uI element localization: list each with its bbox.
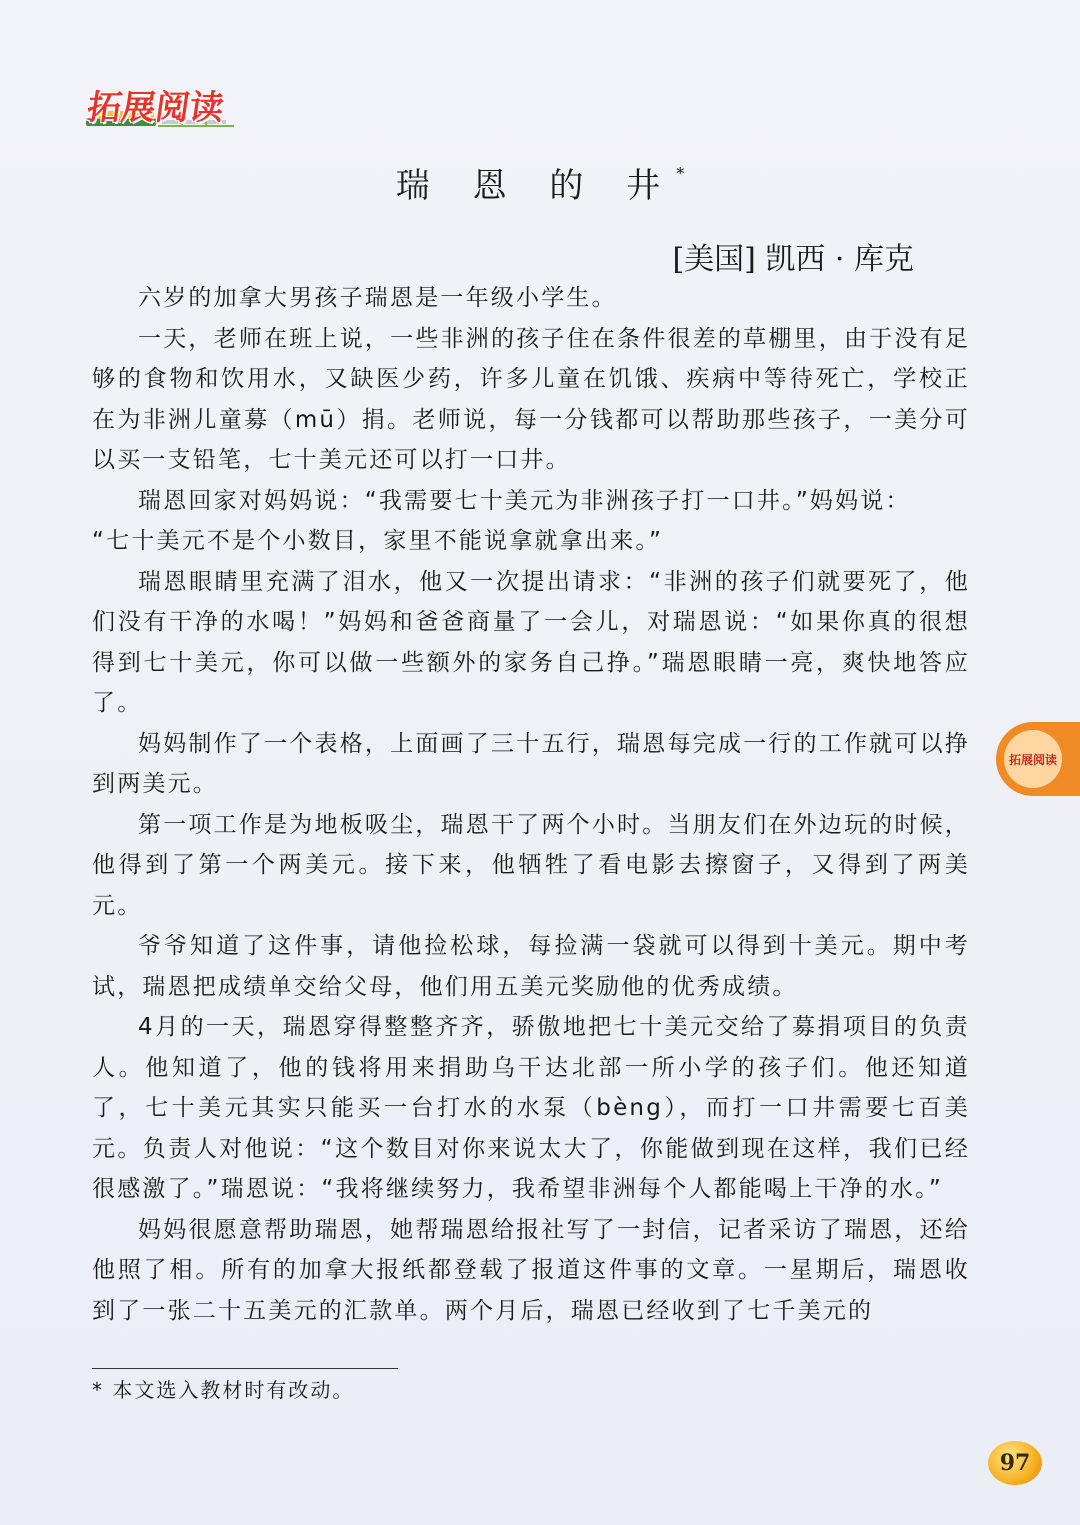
paragraph: 第一项工作是为地板吸尘，瑞恩干了两个小时。当朋友们在外边玩的时候，他得到了第一个两美元。接下来，他牺牲了看电影去擦窗子，又得到了两美元。	[92, 811, 970, 919]
article-body	[92, 278, 970, 1331]
author-line: [美国] 凯西 · 库克	[672, 242, 914, 277]
section-badge-label: 拓展阅读	[84, 88, 227, 128]
paragraph: 瑞恩眼睛里充满了泪水，他又一次提出请求：“非洲的孩子们就要死了，他们没有干净的水喝！”妈妈和爸爸商量了一会儿，对瑞恩说：“如果你真的很想得到七十美元，你可以做一些额外的家务自己挣。”瑞恩眼睛一亮，爽快地答应了。	[92, 568, 970, 716]
page-number: 97	[988, 1441, 1042, 1485]
footnote: * 本文选入教材时有改动。	[92, 1378, 355, 1402]
paragraph: 妈妈制作了一个表格，上面画了三十五行，瑞恩每完成一行的工作就可以挣到两美元。	[92, 730, 970, 797]
paragraph: “七十美元不是个小数目，家里不能说拿就拿出来。”	[92, 528, 664, 554]
side-tab	[996, 722, 1080, 796]
section-badge	[78, 78, 248, 134]
footnote-divider	[92, 1368, 398, 1369]
page-title	[0, 158, 1080, 207]
title-footnote-mark: *	[676, 163, 685, 183]
paragraph: 一天，老师在班上说，一些非洲的孩子住在条件很差的草棚里，由于没有足够的食物和饮用水，又缺医少药，许多儿童在饥饿、疾病中等待死亡，学校正在为非洲儿童募（mū）捐。老师说，每一分钱都可以帮助那些孩子，一美分可以买一支铅笔，七十美元还可以打一口井。	[92, 325, 970, 473]
paragraph: 妈妈很愿意帮助瑞恩，她帮瑞恩给报社写了一封信，记者采访了瑞恩，还给他照了相。所有的加拿大报纸都登载了报道这件事的文章。一星期后，瑞恩收到了一张二十五美元的汇款单。两个月后，瑞恩已经收到了七千美元的	[92, 1216, 970, 1324]
paragraph: 4月的一天，瑞恩穿得整整齐齐，骄傲地把七十美元交给了募捐项目的负责人。他知道了，他的钱将用来捐助乌干达北部一所小学的孩子们。他还知道了，七十美元其实只能买一台打水的水泵（bèng），而打一口井需要七百美元。负责人对他说：“这个数目对你来说太大了，你能做到现在这样，我们已经很感激了。”瑞恩说：“我将继续努力，我希望非洲每个人都能喝上干净的水。”	[92, 1014, 970, 1202]
paragraph: 爷爷知道了这件事，请他捡松球，每捡满一袋就可以得到十美元。期中考试，瑞恩把成绩单交给父母，他们用五美元奖励他的优秀成绩。	[92, 933, 970, 1000]
paragraph: 瑞恩回家对妈妈说：“我需要七十美元为非洲孩子打一口井。”妈妈说：	[138, 487, 911, 514]
title-text: 瑞 恩 的 井	[395, 166, 677, 206]
side-tab-label: 拓展阅读	[1008, 752, 1057, 767]
paragraph: 六岁的加拿大男孩子瑞恩是一年级小学生。	[138, 285, 617, 311]
squirrel-icon	[1004, 730, 1062, 788]
